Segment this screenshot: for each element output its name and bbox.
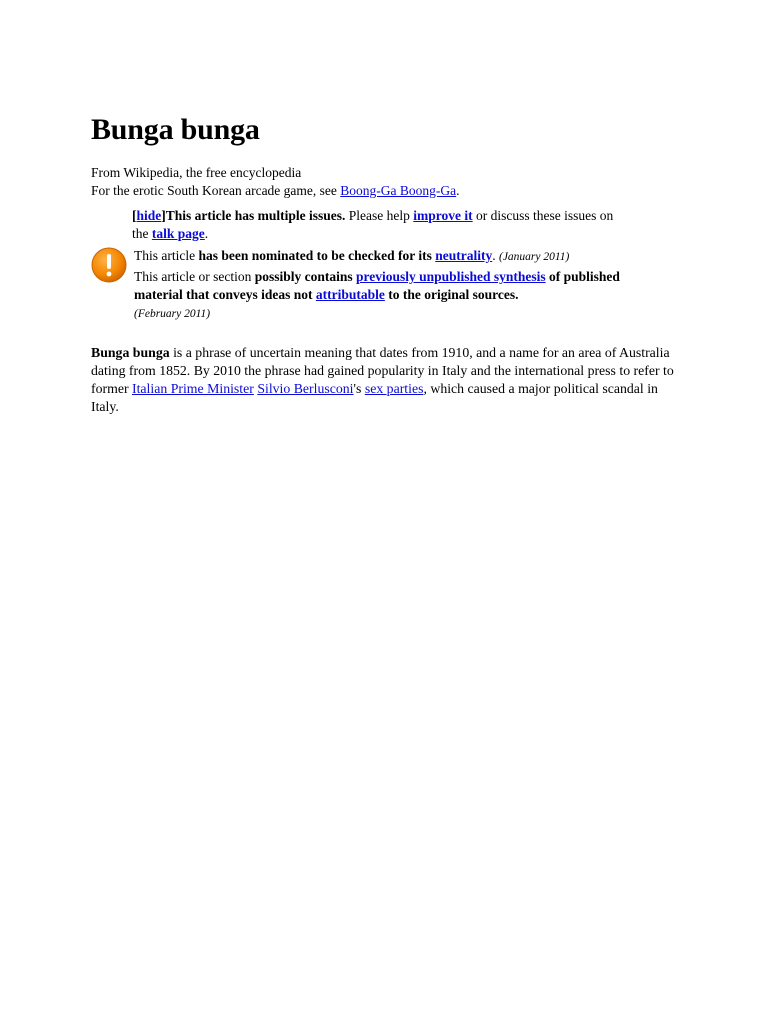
issues-heading [132, 207, 632, 243]
multiple-issues-box [91, 207, 691, 323]
hatnote-suffix: . [456, 183, 460, 198]
hide-bracket-open: [ [132, 208, 137, 223]
silvio-berlusconi-link[interactable]: Silvio Berlusconi [257, 381, 354, 396]
italian-prime-minister-link[interactable]: Italian Prime Minister [132, 381, 254, 396]
issue-2-bold-2: of published material that conveys ideas not [134, 269, 620, 302]
lead-paragraph [91, 344, 687, 416]
sex-parties-link[interactable]: sex parties [364, 381, 424, 396]
issues-period: . [204, 226, 209, 241]
page-title: Bunga bunga [91, 113, 260, 146]
hatnote-prefix: For the erotic South Korean arcade game, see [91, 183, 341, 198]
issues-heading-text: This article has multiple issues. [165, 208, 346, 223]
hatnote-link-boong-ga[interactable]: Boong-Ga Boong-Ga [340, 183, 457, 198]
issue-1-date: (January 2011) [499, 251, 570, 263]
issue-list [134, 247, 654, 323]
issues-help-text: Please help [345, 208, 414, 223]
issue-2-prefix: This article or section [134, 269, 255, 284]
talk-page-link[interactable]: talk page [151, 226, 205, 241]
lead-text-1: is a phrase of uncertain meaning that dates from 1910, and a name for an area of Australia dating from 1852. By 2010 the phrase had gained popularity in Italy and the international press to refer to former [91, 345, 674, 396]
issue-item-synthesis [134, 268, 654, 323]
unpublished-synthesis-link[interactable]: previously unpublished synthesis [356, 269, 546, 284]
hide-link[interactable]: hide [136, 208, 162, 223]
lead-text-2: 's [353, 381, 365, 396]
article-page [91, 112, 691, 416]
improve-it-link[interactable]: improve it [413, 208, 473, 223]
issue-2-bold-3: to the original sources. [384, 287, 519, 302]
issue-2-date: (February 2011) [134, 308, 211, 320]
issues-body [91, 247, 691, 323]
lead-term: Bunga bunga [91, 345, 170, 360]
lead-text-3: , which caused a major political scandal in Italy. [91, 381, 658, 414]
warning-exclamation-icon [91, 247, 127, 283]
neutrality-link[interactable]: neutrality [435, 248, 493, 263]
issue-1-prefix: This article [134, 248, 199, 263]
issue-1-suffix: . [492, 248, 496, 263]
hatnote [91, 182, 691, 200]
site-subtitle: From Wikipedia, the free encyclopedia [91, 165, 302, 180]
attributable-link[interactable]: attributable [315, 287, 385, 302]
article-meta [91, 164, 691, 200]
issue-2-bold: possibly contains [254, 269, 357, 284]
issue-1-bold: has been nominated to be checked for its [198, 248, 436, 263]
issues-discuss-text: or discuss these issues on the [132, 208, 614, 241]
issue-item-neutrality [134, 247, 654, 266]
hide-bracket-close: ] [161, 208, 166, 223]
